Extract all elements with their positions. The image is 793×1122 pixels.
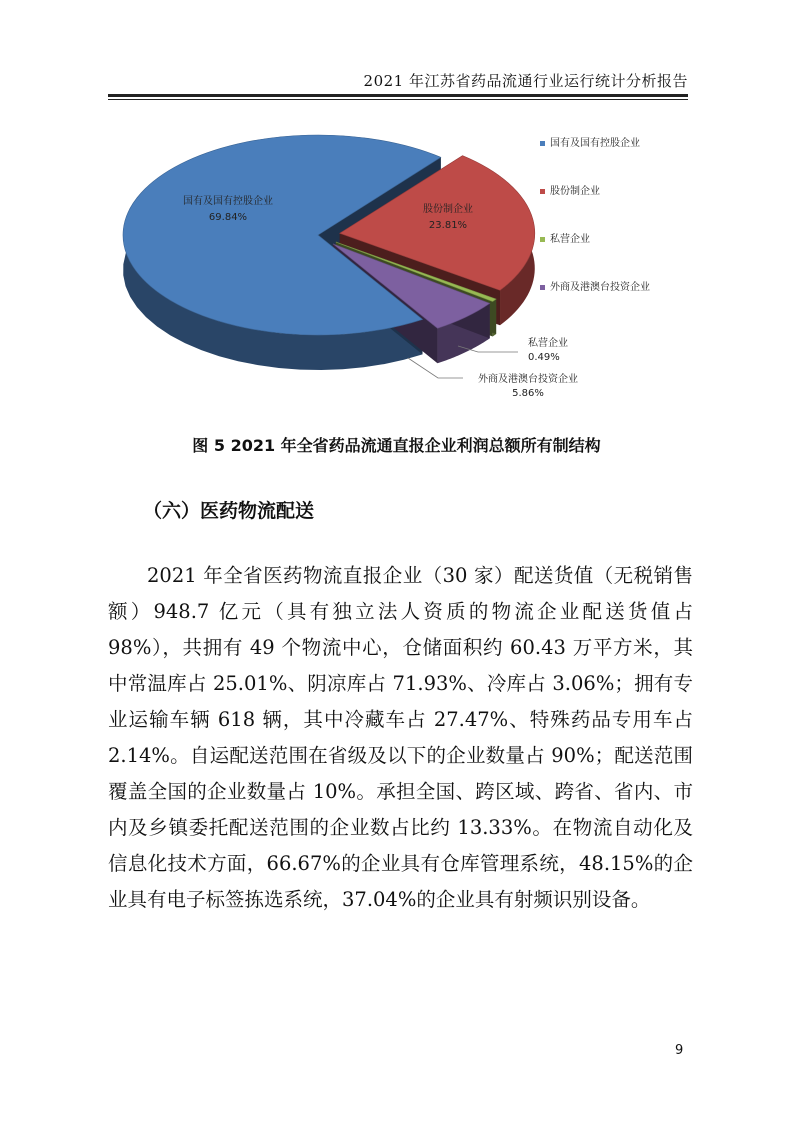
page-number: 9 — [675, 1043, 684, 1058]
legend-label-0: 国有及国有控股企业 — [550, 138, 640, 149]
legend-label-1: 股份制企业 — [550, 186, 600, 197]
legend-swatch-0 — [540, 141, 545, 146]
header-rule — [108, 94, 688, 97]
body-paragraph: 2021 年全省医药物流直报企业（30 家）配送货值（无税销售额）948.7 亿元（具有独立法人资质的物流企业配送货值占 98%），共拥有 49 个物流中心，仓储面积约 60.43 万平方米，其中常温库占 25.01%、阴凉库占 71.93%、冷库占 3.06%；拥有专业运输车辆 618 辆，其中冷藏车占 27.47%、特殊药品专用车占 2.14%。自运配送范围在省级及以下的企业数量占 90%；配送范围覆盖全国的企业数量占 10%。承担全国、跨区域、跨省、省内、市内及乡镇委托配送范围的企业数占比约 13.33%。在物流自动化及信息化技术方面，66.67%的企业具有仓库管理系统，48.15%的企业具有电子标签拣选系统，37.04%的企业具有射频识别设备。 — [108, 564, 693, 911]
section-heading: （六）医药物流配送 — [143, 500, 315, 522]
slice-label-category-1: 股份制企业 — [423, 204, 473, 215]
slice-label-value-1: 23.81% — [428, 220, 468, 231]
slice-label-value-3: 5.86% — [512, 388, 544, 399]
legend-swatch-3 — [540, 285, 545, 290]
ownership-pie-chart — [108, 120, 688, 410]
slice-label-category-3: 外商及港澳台投资企业 — [478, 374, 578, 385]
header-title: 2021 年江苏省药品流通行业运行统计分析报告 — [363, 72, 688, 90]
slice-label-value-0: 69.84% — [208, 212, 248, 223]
legend-swatch-2 — [540, 237, 545, 242]
page-header — [108, 70, 688, 96]
header-rule-thin — [108, 99, 688, 100]
body-text — [108, 558, 693, 918]
legend-label-2: 私营企业 — [550, 234, 590, 245]
slice-label-category-2: 私营企业 — [528, 338, 568, 349]
legend-label-3: 外商及港澳台投资企业 — [550, 282, 650, 293]
slice-label-category-0: 国有及国有控股企业 — [183, 196, 273, 207]
legend-swatch-1 — [540, 189, 545, 194]
slice-label-value-2: 0.49% — [528, 352, 560, 363]
figure-caption: 图 5 2021 年全省药品流通直报企业利润总额所有制结构 — [192, 436, 601, 455]
